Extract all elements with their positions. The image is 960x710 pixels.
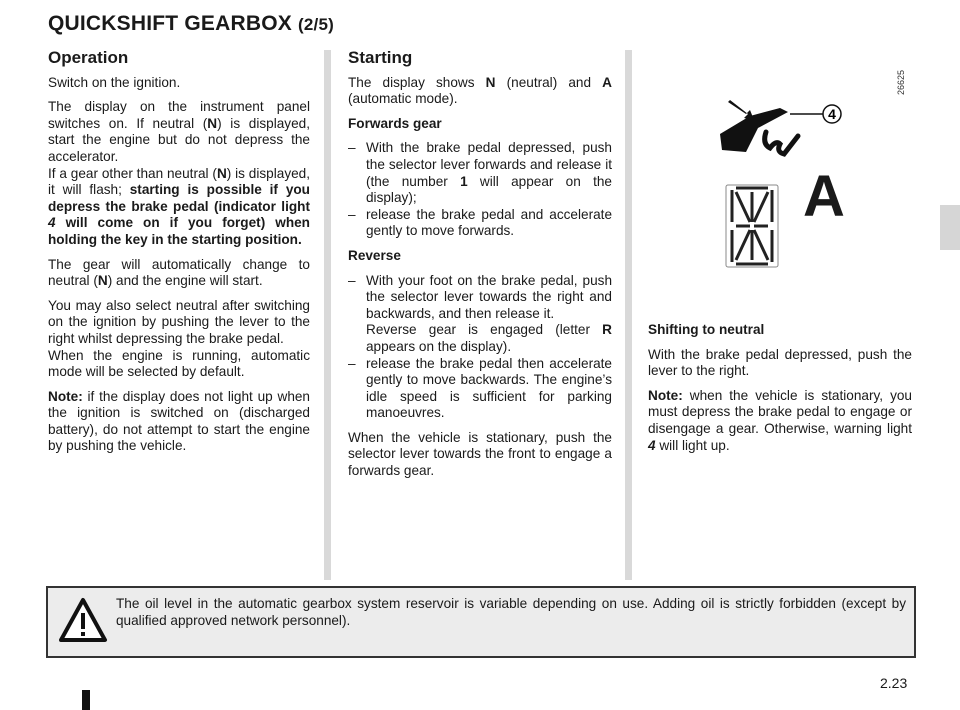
page-title: QUICKSHIFT GEARBOX (2/5) bbox=[48, 12, 334, 35]
crop-mark bbox=[82, 690, 90, 710]
warning-triangle-icon bbox=[58, 596, 108, 646]
reverse-steps bbox=[348, 273, 612, 422]
operation-note: Note: if the display does not light up when the ignition is switched on (discharged battery), do not attempt to start the engine by pushing the vehicle. bbox=[48, 388, 310, 454]
gear-display-illustration bbox=[710, 82, 870, 277]
callout-number: 4 bbox=[828, 106, 836, 122]
operation-paragraph-3: The gear will automatically change to neutral (N) and the engine will start. bbox=[48, 256, 310, 289]
figure-reference-code: 26625 bbox=[896, 69, 906, 95]
operation-column bbox=[48, 50, 310, 463]
segment-display-icon bbox=[726, 185, 778, 267]
warning-text: The oil level in the automatic gearbox system reservoir is variable depending on use. Adding oil is strictly forbidden (except by qualified approved network personnel). bbox=[116, 596, 906, 628]
starting-paragraph-1: The display shows N (neutral) and A (automatic mode). bbox=[348, 74, 612, 107]
page-subtitle: (2/5) bbox=[298, 15, 334, 34]
operation-paragraph-1: Switch on the ignition. bbox=[48, 74, 181, 90]
operation-heading: Operation bbox=[48, 48, 129, 67]
automatic-mode-letter: A bbox=[803, 164, 845, 229]
column-divider bbox=[625, 50, 632, 580]
starting-heading: Starting bbox=[348, 48, 413, 67]
forwards-steps bbox=[348, 140, 612, 240]
hand-foot-icon bbox=[720, 100, 798, 154]
column-divider bbox=[324, 50, 331, 580]
starting-column bbox=[348, 50, 612, 488]
shifting-paragraph-1: With the brake pedal depressed, push the lever to the right. bbox=[648, 346, 912, 379]
page-number: 2.23 bbox=[880, 675, 908, 691]
starting-paragraph-last: When the vehicle is stationary, push the selector lever towards the front to engage a forwards gear. bbox=[348, 429, 612, 479]
section-tab-marker bbox=[940, 205, 960, 250]
shifting-heading: Shifting to neutral bbox=[648, 322, 765, 337]
shifting-column bbox=[648, 322, 912, 462]
forwards-gear-heading: Forwards gear bbox=[348, 115, 442, 131]
list-item: – With the brake pedal depressed, push the selector lever forwards and release it (the number 1 will appear on the display); bbox=[348, 140, 612, 206]
operation-paragraph-2: The display on the instrument panel switches on. If neutral (N) is displayed, start the engine but do not depress the accelerator. If a gear other than neutral (N) is displayed, it will flash; starting is possible if you depress the brake pedal (indicator light 4 will come on if you forget) when holding the key in the starting position. bbox=[48, 99, 311, 247]
operation-paragraph-4: You may also select neutral after switching on the ignition by pushing the lever to the right whilst depressing the brake pedal. When the engine is running, automatic mode will be selected by default. bbox=[48, 297, 310, 380]
reverse-heading: Reverse bbox=[348, 247, 401, 263]
list-item: – With your foot on the brake pedal, push the selector lever towards the right and backwards, and then release it. Reverse gear is engaged (letter R appears on the display). bbox=[348, 273, 612, 356]
warning-box bbox=[46, 586, 916, 658]
list-item: – release the brake pedal then accelerate gently to move backwards. The engine’s idle speed is sufficient for parking manoeuvres. bbox=[348, 356, 612, 422]
shifting-note: Note: when the vehicle is stationary, you must depress the brake pedal to engage or disengage a gear. Otherwise, warning light 4 will light up. bbox=[648, 387, 912, 453]
list-item: – release the brake pedal and accelerate gently to move forwards. bbox=[348, 207, 612, 240]
